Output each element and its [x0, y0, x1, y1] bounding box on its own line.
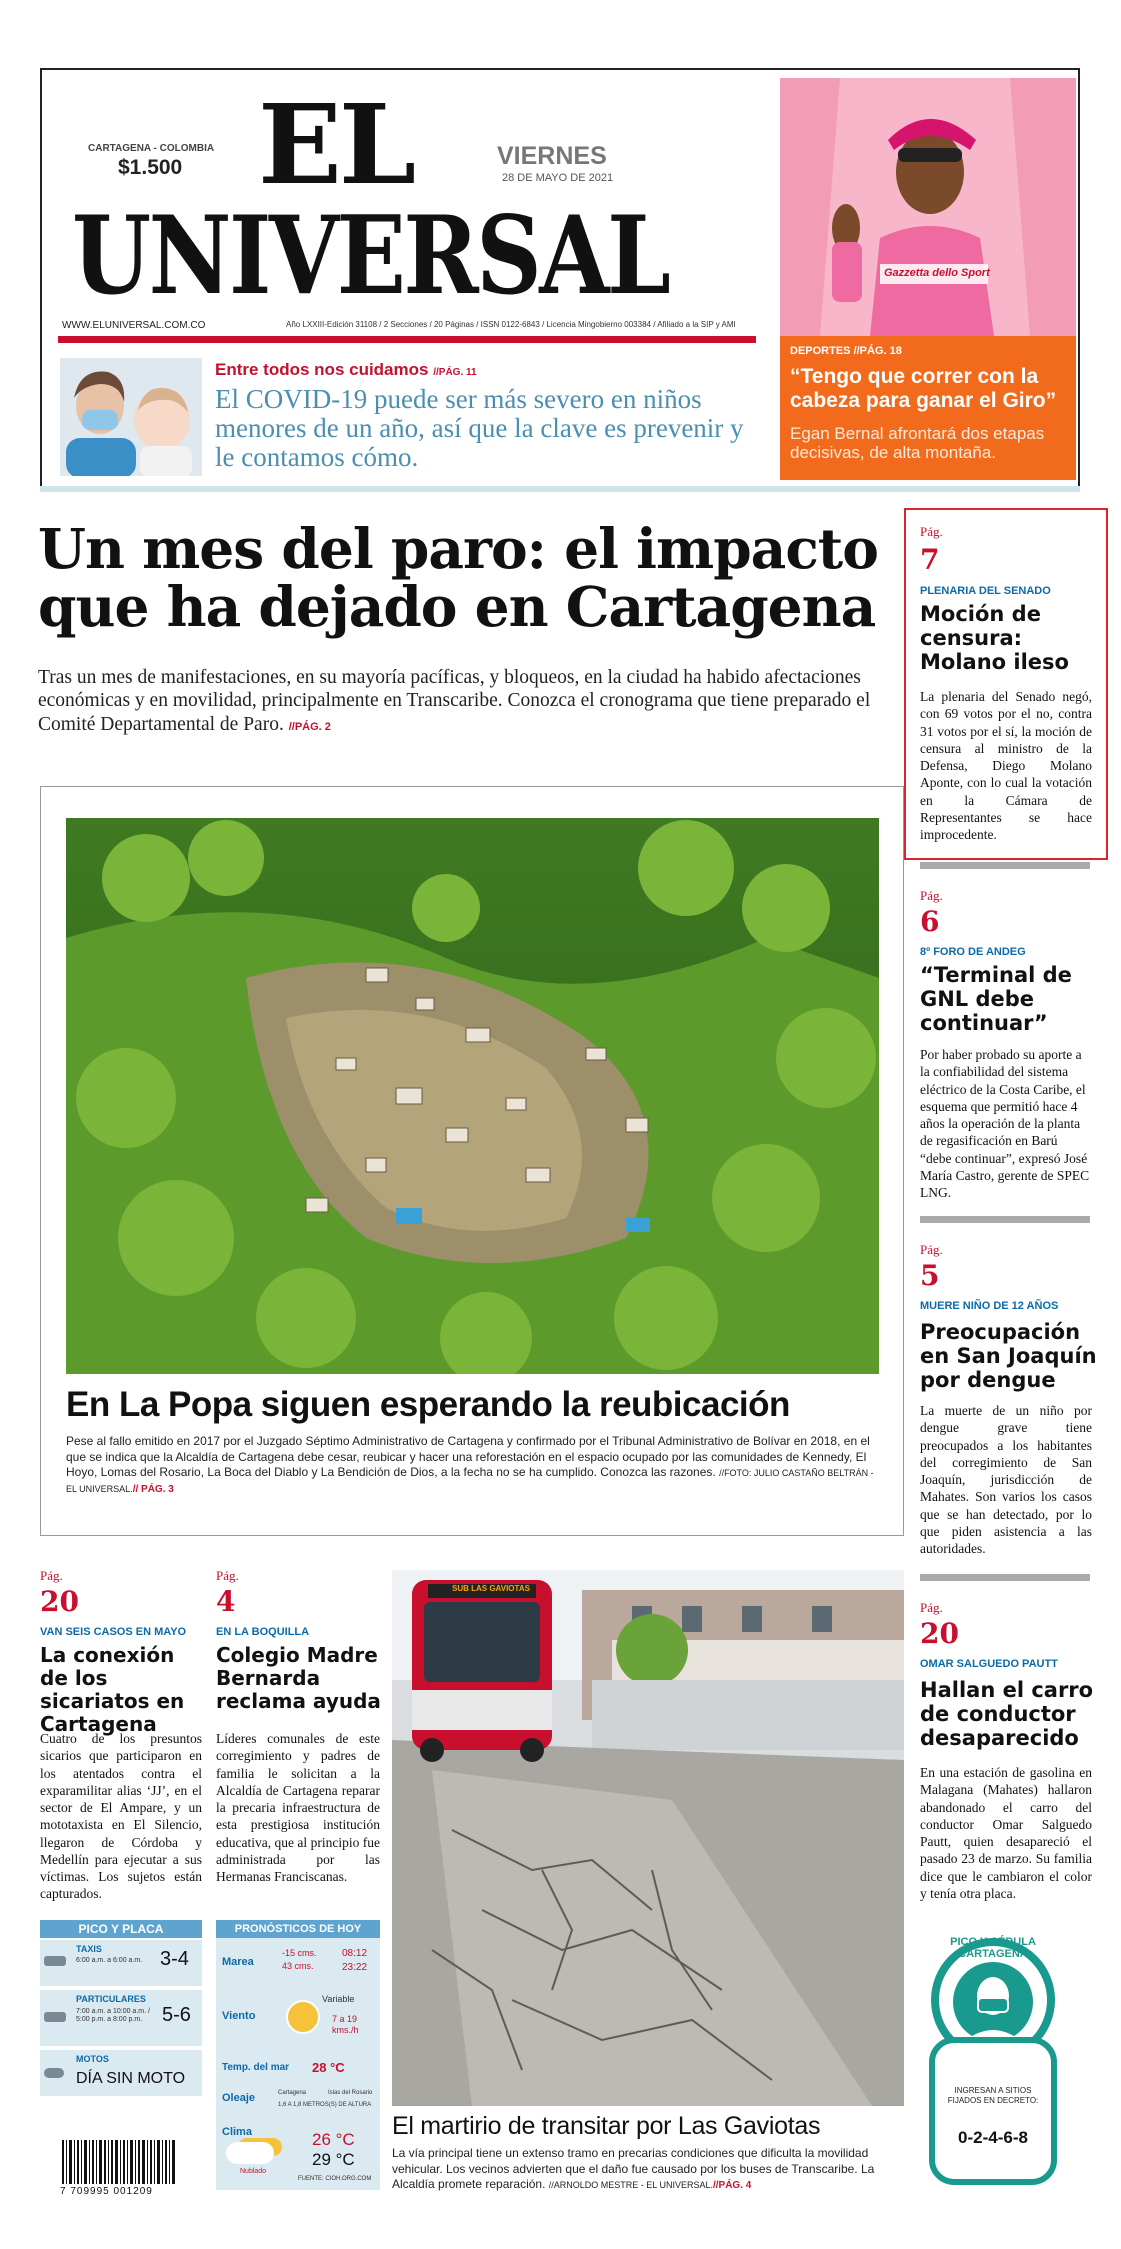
barcode-bars: [60, 2140, 180, 2184]
photo-caption-text: Pese al fallo emitido en 2017 por el Juzgado Séptimo Administrativo de Cartagena y confirmado por el Tribunal Administrativo de Bolívar en 2018, en el que se indica que la Alcaldía de Cartagena debe cesar, reubicar y hacer una reforestación en el espacio ocupado por las comunidades de Kennedy, El Hoyo, Lomas del Rosario, La Boca del Diablo y La Bendición de Dios, a la fecha no se ha cumplido. Conozca las razones.: [66, 1434, 870, 1480]
bottom-1-pag-num[interactable]: 20: [40, 1585, 79, 1618]
marea-time-2: 23:22: [342, 1962, 368, 1973]
bus-ref[interactable]: //PÁG. 4: [712, 2180, 752, 2192]
cyclist-illustration: [780, 78, 1076, 336]
bottom-1-body: Cuatro de los presuntos sicarios que participaron en los atentados contra el exparamilitar alias ‘JJ’, en el sector de El Ampare, y un mototaxista en El Silencio, llegaron de Córdoba y Medellín para ejecutar a sus víctimas. Los sujetos están capturados.: [40, 1731, 202, 1902]
logo-line2: UNIVERSAL: [72, 193, 669, 319]
pico-motos-label: MOTOS: [76, 2054, 109, 2064]
bottom-2-kicker: EN LA BOQUILLA: [216, 1626, 310, 1638]
masthead-website[interactable]: WWW.ELUNIVERSAL.COM.CO: [62, 320, 206, 331]
bottom-2-pag-num[interactable]: 4: [216, 1585, 236, 1618]
sidebar-3-kicker: MUERE NIÑO DE 12 AÑOS: [920, 1300, 1059, 1312]
masthead-day: VIERNES: [497, 142, 607, 170]
sidebar-4-pag-num[interactable]: 20: [920, 1617, 959, 1650]
sidebar-3-pag-num[interactable]: 5: [920, 1259, 940, 1292]
photo-story-caption: [66, 1434, 879, 1496]
weather-title: PRONÓSTICOS DE HOY: [216, 1920, 380, 1938]
main-deck-text: Tras un mes de manifestaciones, en su mayoría pacíficas, y bloqueos, en la ciudad ha habido afectaciones económicas y en movilidad, principalmente en Transcaribe. Conozca el cronograma que tiene preparado el Comité Departamental de Paro.: [38, 667, 871, 735]
car-icon: [44, 2012, 66, 2022]
masthead-divider: [40, 486, 1080, 492]
logo-line1: EL: [258, 80, 414, 209]
sidebar-4-headline[interactable]: Hallan el carro de conductor desaparecido: [920, 1678, 1094, 1751]
temp-max: 26 °C: [312, 2130, 355, 2149]
sidebar-2-pag-label: Pág.: [920, 888, 943, 903]
bus-road-illustration: [392, 1570, 904, 2106]
barcode: [60, 2140, 180, 2200]
clima-label: Clima: [222, 2126, 252, 2138]
pico-cedula-text: INGRESAN A SITIOS FIJADOS EN DECRETO:: [947, 2086, 1039, 2105]
marea-high: 43 cms.: [282, 1961, 314, 1971]
oleaje-place-1: Cartagena: [278, 2090, 307, 2096]
bottom-1-kicker: VAN SEIS CASOS EN MAYO: [40, 1626, 187, 1638]
pico-cedula-graphic: [918, 1936, 1068, 2186]
pico-cedula-digits: 0-2-4-6-8: [958, 2128, 1028, 2147]
sidebar-2-headline[interactable]: “Terminal de GNL debe continuar”: [920, 963, 1072, 1036]
masthead-date: 28 DE MAYO DE 2021: [502, 172, 614, 184]
viento-label: Viento: [222, 2010, 256, 2022]
weather-source: FUENTE: CIOH.ORG.COM: [298, 2176, 372, 2182]
photo-credit: //FOTO: JULIO CASTAÑO BELTRÁN - EL UNIVERSAL.: [66, 1468, 874, 1494]
clima-state: Nublado: [240, 2168, 267, 2175]
temp-min: 29 °C: [312, 2150, 355, 2169]
bus-story-headline[interactable]: El martirio de transitar por Las Gaviotas: [392, 2112, 821, 2140]
bottom-2-body: Líderes comunales de este corregimiento y padres de familia le solicitan a la Alcaldía de Cartagena reparar la precaria infraestructura de esta prestigiosa institución educativa, que al principio fue administrada por las Hermanas Franciscanas.: [216, 1731, 380, 1885]
sports-kicker[interactable]: DEPORTES //PÁG. 18: [790, 345, 902, 357]
sidebar-1-body: La plenaria del Senado negó, con 69 votos por el no, contra 31 votos por el sí, la moción de censura al ministro de la Defensa, Diego Molano Aponte, con lo cual la votación en la Cámara de Representantes se hace improcedente.: [920, 689, 1092, 843]
sidebar-4-kicker: OMAR SALGUEDO PAUTT: [920, 1658, 1058, 1670]
barcode-digits: 7 709995 001209: [60, 2186, 153, 2197]
main-deck: [38, 666, 888, 736]
sidebar-separator: [920, 1574, 1090, 1581]
sports-promo-photo: [780, 78, 1076, 336]
edition-info: Año LXXIII-Edición 31108 / 2 Secciones / 20 Páginas / ISSN 0122-6843 / Licencia Mingobierno 003384 / Afiliado a la SIP y AMI: [286, 320, 736, 329]
sidebar-separator: [920, 1216, 1090, 1223]
photo-story-headline[interactable]: En La Popa siguen esperando la reubicación: [66, 1385, 790, 1424]
oleaje-place-2: Islas del Rosario: [328, 2090, 373, 2096]
main-headline[interactable]: Un mes del paro: el impacto que ha dejado en Cartagena: [38, 516, 878, 640]
pico-taxis-digits: 3-4: [160, 1948, 189, 1970]
car-icon: [44, 1956, 66, 1966]
bus-credit: //ARNOLDO MESTRE - EL UNIVERSAL.: [548, 2180, 713, 2191]
sidebar-2-body: Por haber probado su aporte a la confiabilidad del sistema eléctrico de la Costa Caribe, el esquema que permitió hace 4 años la operación de la planta de regasificación en Barú “debe continuar”, expresó José María Castro, gerente de SPEC LNG.: [920, 1047, 1090, 1201]
sidebar-4-body: En una estación de gasolina en Malagana (Mahates) hallaron abandonado el carro del conductor Omar Salguedo Pautt, quien desapareció el pasado 23 de marzo. Su familia dice que le cambiaron el color y tenía otra placa.: [920, 1765, 1092, 1901]
main-ref[interactable]: //PÁG. 2: [288, 720, 331, 733]
bus-sign: SUB LAS GAVIOTAS: [452, 1584, 530, 1593]
motorcycle-icon: [44, 2068, 64, 2078]
photo-ref[interactable]: // PÁG. 3: [132, 1483, 174, 1495]
sidebar-2-pag-num[interactable]: 6: [920, 905, 940, 938]
marea-label: Marea: [222, 1956, 254, 1968]
weather-box: [216, 1920, 380, 2190]
pico-placa-box: [40, 1920, 202, 2100]
bottom-1-headline[interactable]: La conexión de los sicariatos en Cartagena: [40, 1643, 185, 1736]
sports-deck: Egan Bernal afrontará dos etapas decisivas, de alta montaña.: [790, 424, 1045, 463]
pico-particulares-digits: 5-6: [162, 2004, 191, 2026]
sidebar-3-pag-label: Pág.: [920, 1242, 943, 1257]
bus-caption-text: La vía principal tiene un extenso tramo en precarias condiciones que dificulta la movilidad vehicular. Los vecinos advierten que el daño fue causado por los buses de Transcaribe. La Alcaldía promete reparación.: [392, 2146, 875, 2192]
covid-kicker-text: Entre todos nos cuidamos: [215, 360, 429, 379]
bottom-1-pag-label: Pág.: [40, 1568, 63, 1583]
sidebar-1-pag-label: Pág.: [920, 524, 943, 539]
pico-taxis-label: TAXIS: [76, 1944, 102, 1954]
pico-cedula-badge: [918, 1936, 1068, 2186]
sidebar-1-headline[interactable]: Moción de censura: Molano ileso: [920, 602, 1069, 675]
temp-mar-value: 28 °C: [312, 2060, 345, 2075]
wind-compass-icon: [286, 2000, 320, 2034]
sidebar-3-body: La muerte de un niño por dengue grave tiene preocupados a los habitantes del corregimiento de San Joaquín, jurisdicción de Mahates. Son varios los casos que se han detectado, por lo que piden asistencia a las autoridades.: [920, 1403, 1092, 1557]
sidebar-1-kicker: PLENARIA DEL SENADO: [920, 585, 1051, 597]
sidebar-2-kicker: 8º FORO DE ANDEG: [920, 946, 1026, 958]
marea-time-1: 08:12: [342, 1948, 368, 1959]
marea-low: -15 cms.: [282, 1948, 317, 1958]
cloud-sun-icon: [226, 2142, 274, 2164]
sports-headline[interactable]: “Tengo que correr con la cabeza para ganar el Giro”: [790, 365, 1057, 412]
covid-headline[interactable]: El COVID-19 puede ser más severo en niños menores de un año, así que la clave es prevenir y le contamos cómo.: [215, 384, 744, 473]
pico-particulares-label: PARTICULARES: [76, 1994, 146, 2004]
masthead-red-rule: [58, 336, 756, 343]
pico-cedula-title: PICO Y CÉDULA CARTAGENA: [950, 1936, 1036, 1960]
mother-baby-illustration: [60, 358, 202, 476]
sidebar-3-headline[interactable]: Preocupación en San Joaquín por dengue: [920, 1320, 1097, 1393]
sidebar-4-pag-label: Pág.: [920, 1600, 943, 1615]
covid-ref[interactable]: //PÁG. 11: [433, 367, 477, 378]
bottom-2-pag-label: Pág.: [216, 1568, 239, 1583]
bus-story-caption: [392, 2146, 892, 2193]
oleaje-value: 1,6 A 1,8 METROS(S) DE ALTURA: [278, 2102, 372, 2108]
covid-promo-photo: [60, 358, 202, 476]
sidebar-1-pag-num[interactable]: 7: [920, 543, 940, 576]
viento-dir: Variable: [322, 1994, 355, 2004]
masthead-price: $1.500: [118, 156, 183, 179]
pico-placa-title: PICO Y PLACA: [40, 1920, 202, 1938]
la-popa-photo: [66, 818, 879, 1374]
covid-kicker: [215, 360, 477, 380]
pico-particulares-times: 7:00 a.m. a 10:00 a.m. / 5:00 p.m. a 8:00 p.m.: [76, 2008, 150, 2024]
viento-speed: 7 a 19 kms./h: [332, 2014, 359, 2035]
bottom-2-headline[interactable]: Colegio Madre Bernarda reclama ayuda: [216, 1643, 381, 1713]
las-gaviotas-photo: [392, 1570, 904, 2106]
jersey-text: Gazzetta dello Sport: [884, 267, 990, 279]
pico-motos-digits: DÍA SIN MOTO: [76, 2070, 186, 2087]
masthead-location: CARTAGENA - COLOMBIA: [88, 143, 215, 154]
oleaje-label: Oleaje: [222, 2092, 256, 2104]
pico-taxis-times: 6:00 a.m. a 6:00 a.m.: [76, 1957, 143, 1964]
temp-mar-label: Temp. del mar: [222, 2062, 290, 2073]
hillside-houses-illustration: [66, 818, 879, 1374]
sidebar-separator: [920, 862, 1090, 869]
